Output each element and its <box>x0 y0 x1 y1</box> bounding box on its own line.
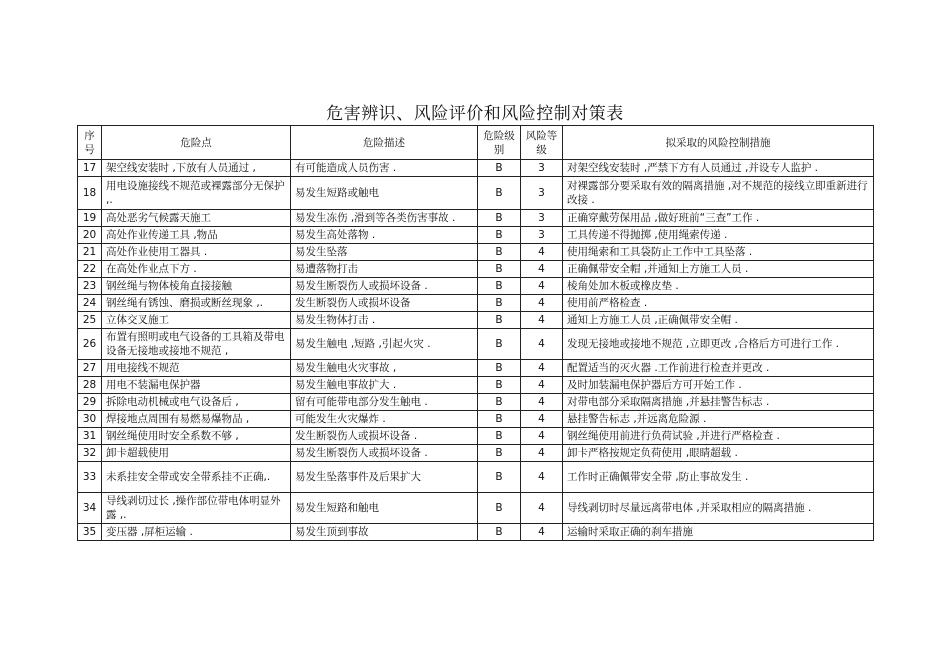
table-row <box>78 411 874 428</box>
hazard-cell: 拆除电动机械或电气设备后 , <box>102 394 291 411</box>
grade-cell: 4 <box>521 377 563 394</box>
measure-cell: 钢丝绳使用前进行负荷试验 ,并进行严格检查 . <box>563 428 874 445</box>
level-cell: B <box>478 360 521 377</box>
measure-cell: 工作时正确佩带安全带 ,防止事故发生 . <box>563 462 874 493</box>
row-number: 27 <box>78 360 102 377</box>
measure-cell: 使用前严格检查 . <box>563 295 874 312</box>
measure-cell: 悬挂警告标志 ,并远离危险源 . <box>563 411 874 428</box>
description-cell: 易发生短路和触电 <box>291 493 478 524</box>
row-number: 34 <box>78 493 102 524</box>
description-cell: 易发生触电事故扩大 . <box>291 377 478 394</box>
grade-cell: 4 <box>521 312 563 329</box>
level-cell: B <box>478 261 521 278</box>
table-row <box>78 394 874 411</box>
risk-control-table <box>77 125 874 541</box>
table-row <box>78 244 874 261</box>
measure-cell: 正确穿戴劳保用品 ,做好班前“三查”工作 . <box>563 210 874 227</box>
table-row <box>78 312 874 329</box>
grade-cell: 4 <box>521 411 563 428</box>
grade-cell: 4 <box>521 329 563 360</box>
description-cell: 易发生断裂伤人或损坏设备 . <box>291 445 478 462</box>
description-cell: 留有可能带电部分发生触电 . <box>291 394 478 411</box>
grade-cell: 3 <box>521 210 563 227</box>
hazard-cell: 布置有照明或电气设备的工具箱及带电设备无接地或接地不规范 , <box>102 329 291 360</box>
level-cell: B <box>478 210 521 227</box>
level-cell: B <box>478 177 521 210</box>
description-cell: 易发生坠落 <box>291 244 478 261</box>
row-number: 22 <box>78 261 102 278</box>
header-desc: 危险描述 <box>291 126 478 160</box>
header-level: 危险级别 <box>478 126 521 160</box>
description-cell: 易发生坠落事件及后果扩大 <box>291 462 478 493</box>
hazard-cell: 焊接地点周围有易燃易爆物品 , <box>102 411 291 428</box>
grade-cell: 4 <box>521 244 563 261</box>
row-number: 19 <box>78 210 102 227</box>
table-row <box>78 261 874 278</box>
grade-cell: 4 <box>521 493 563 524</box>
description-cell: 发生断裂伤人或损坏设备 . <box>291 428 478 445</box>
row-number: 17 <box>78 160 102 177</box>
header-hazard: 危险点 <box>102 126 291 160</box>
level-cell: B <box>478 160 521 177</box>
hazard-cell: 高处作业传递工具 ,物品 <box>102 227 291 244</box>
table-row <box>78 524 874 541</box>
hazard-cell: 钢丝绳与物体棱角直接接触 <box>102 278 291 295</box>
measure-cell: 卸卡严格按规定负荷使用 ,眼睛超载 . <box>563 445 874 462</box>
hazard-cell: 用电不装漏电保护器 <box>102 377 291 394</box>
table-row <box>78 445 874 462</box>
table-row <box>78 377 874 394</box>
hazard-cell: 在高处作业点下方 . <box>102 261 291 278</box>
row-number: 25 <box>78 312 102 329</box>
level-cell: B <box>478 227 521 244</box>
measure-cell: 使用绳索和工具袋防止工作中工具坠落 . <box>563 244 874 261</box>
hazard-cell: 钢丝绳有锈蚀、磨损或断丝现象 ,. <box>102 295 291 312</box>
description-cell: 有可能造成人员伤害 . <box>291 160 478 177</box>
grade-cell: 4 <box>521 428 563 445</box>
measure-cell: 正确佩带安全帽 ,并通知上方施工人员 . <box>563 261 874 278</box>
row-number: 28 <box>78 377 102 394</box>
hazard-cell: 架空线安装时 ,下放有人员通过 , <box>102 160 291 177</box>
row-number: 32 <box>78 445 102 462</box>
measure-cell: 棱角处加木板或橡皮垫 . <box>563 278 874 295</box>
description-cell: 易发生冻伤 ,滑到等各类伤害事故 . <box>291 210 478 227</box>
row-number: 33 <box>78 462 102 493</box>
measure-cell: 发现无接地或接地不规范 ,立即更改 ,合格后方可进行工作 . <box>563 329 874 360</box>
grade-cell: 4 <box>521 394 563 411</box>
description-cell: 易发生高处落物 . <box>291 227 478 244</box>
hazard-cell: 变压器 ,屏柜运输 . <box>102 524 291 541</box>
table-row <box>78 493 874 524</box>
row-number: 21 <box>78 244 102 261</box>
measure-cell: 工具传递不得抛掷 ,使用绳索传递 . <box>563 227 874 244</box>
level-cell: B <box>478 244 521 261</box>
hazard-cell: 高处作业使用工器具 . <box>102 244 291 261</box>
row-number: 18 <box>78 177 102 210</box>
row-number: 31 <box>78 428 102 445</box>
measure-cell: 对裸露部分要采取有效的隔离措施 ,对不规范的接线立即重新进行改接 . <box>563 177 874 210</box>
table-row <box>78 360 874 377</box>
header-grade: 风险等级 <box>521 126 563 160</box>
measure-cell: 对带电部分采取隔离措施 ,并悬挂警告标志 . <box>563 394 874 411</box>
row-number: 20 <box>78 227 102 244</box>
level-cell: B <box>478 445 521 462</box>
description-cell: 易发生短路或触电 <box>291 177 478 210</box>
description-cell: 易遭落物打击 <box>291 261 478 278</box>
row-number: 29 <box>78 394 102 411</box>
grade-cell: 3 <box>521 177 563 210</box>
measure-cell: 导线剥切时尽量远离带电体 ,并采取相应的隔离措施 . <box>563 493 874 524</box>
measure-cell: 对架空线安装时 ,严禁下方有人员通过 ,并设专人监护 . <box>563 160 874 177</box>
level-cell: B <box>478 312 521 329</box>
grade-cell: 4 <box>521 261 563 278</box>
table-header-row <box>78 126 874 160</box>
measure-cell: 通知上方施工人员 ,正确佩带安全帽 . <box>563 312 874 329</box>
row-number: 23 <box>78 278 102 295</box>
measure-cell: 及时加装漏电保护器后方可开始工作 . <box>563 377 874 394</box>
hazard-cell: 卸卡超载使用 <box>102 445 291 462</box>
table-row <box>78 329 874 360</box>
description-cell: 易发生触电 ,短路 ,引起火灾 . <box>291 329 478 360</box>
level-cell: B <box>478 295 521 312</box>
description-cell: 易发生触电火灾事故 , <box>291 360 478 377</box>
level-cell: B <box>478 428 521 445</box>
row-number: 30 <box>78 411 102 428</box>
grade-cell: 4 <box>521 360 563 377</box>
grade-cell: 4 <box>521 524 563 541</box>
row-number: 24 <box>78 295 102 312</box>
grade-cell: 3 <box>521 160 563 177</box>
row-number: 26 <box>78 329 102 360</box>
level-cell: B <box>478 493 521 524</box>
description-cell: 发生断裂伤人或损坏设备 <box>291 295 478 312</box>
table-row <box>78 295 874 312</box>
table-row <box>78 177 874 210</box>
table-row <box>78 160 874 177</box>
table-row <box>78 210 874 227</box>
page-title: 危害辨识、风险评价和风险控制对策表 <box>326 104 624 124</box>
hazard-cell: 用电接线不规范 <box>102 360 291 377</box>
grade-cell: 3 <box>521 227 563 244</box>
level-cell: B <box>478 524 521 541</box>
level-cell: B <box>478 411 521 428</box>
hazard-cell: 钢丝绳使用时安全系数不够 , <box>102 428 291 445</box>
row-number: 35 <box>78 524 102 541</box>
hazard-cell: 高处恶劣气候露天施工 <box>102 210 291 227</box>
hazard-cell: 用电设施接线不规范或裸露部分无保护 ,. <box>102 177 291 210</box>
grade-cell: 4 <box>521 445 563 462</box>
measure-cell: 配置适当的灭火器 .工作前进行检查并更改 . <box>563 360 874 377</box>
level-cell: B <box>478 278 521 295</box>
hazard-cell: 立体交叉施工 <box>102 312 291 329</box>
level-cell: B <box>478 394 521 411</box>
hazard-cell: 未系挂安全带或安全带系挂不正确,. <box>102 462 291 493</box>
grade-cell: 4 <box>521 462 563 493</box>
grade-cell: 4 <box>521 295 563 312</box>
level-cell: B <box>478 329 521 360</box>
level-cell: B <box>478 377 521 394</box>
description-cell: 易发生物体打击 . <box>291 312 478 329</box>
measure-cell: 运输时采取正确的刹车措施 <box>563 524 874 541</box>
description-cell: 可能发生火灾爆炸 . <box>291 411 478 428</box>
table-row <box>78 227 874 244</box>
table-row <box>78 278 874 295</box>
header-measure: 拟采取的风险控制措施 <box>563 126 874 160</box>
table-row <box>78 462 874 493</box>
grade-cell: 4 <box>521 278 563 295</box>
hazard-cell: 导线剥切过长 ,操作部位带电体明显外露 ,. <box>102 493 291 524</box>
description-cell: 易发生顶到事故 <box>291 524 478 541</box>
header-seq: 序号 <box>78 126 102 160</box>
description-cell: 易发生断裂伤人或损坏设备 . <box>291 278 478 295</box>
table-row <box>78 428 874 445</box>
level-cell: B <box>478 462 521 493</box>
